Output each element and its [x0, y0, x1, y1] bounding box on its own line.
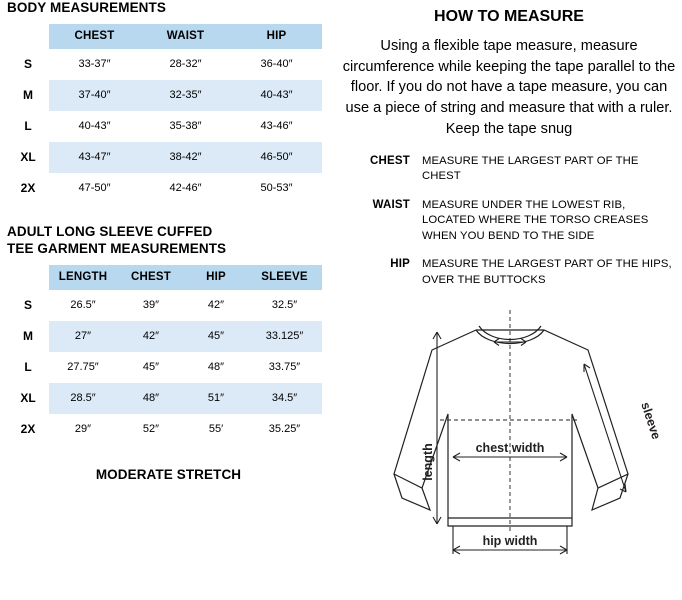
column-header-size [7, 24, 49, 49]
row-label-size: S [7, 49, 49, 80]
section-divider [0, 204, 330, 224]
cell-chest: 45″ [117, 352, 185, 383]
cell-hip: 55′ [185, 414, 247, 445]
cell-sleeve: 35.25″ [247, 414, 322, 445]
row-label-size: 2X [7, 414, 49, 445]
column-header-hip: HIP [231, 24, 322, 49]
cell-chest: 43-47″ [49, 142, 140, 173]
cell-chest: 39″ [117, 290, 185, 321]
row-label-size: S [7, 290, 49, 321]
cell-length: 28.5″ [49, 383, 117, 414]
column-header-sleeve: SLEEVE [247, 265, 322, 290]
definition-term: CHEST [370, 154, 410, 167]
column-header-size [7, 265, 49, 290]
row-label-size: M [7, 321, 49, 352]
table-row [7, 383, 322, 414]
definition-description: MEASURE UNDER THE LOWEST RIB, LOCATED WHERE THE TORSO CREASES WHEN YOU BEND TO THE SIDE [422, 198, 649, 242]
column-header-chest: CHEST [49, 24, 140, 49]
how-to-measure-title: HOW TO MEASURE [434, 8, 584, 25]
cell-waist: 35-38″ [140, 111, 231, 142]
column-header-chest: CHEST [117, 265, 185, 290]
cell-hip: 40-43″ [231, 80, 322, 111]
cell-waist: 38-42″ [140, 142, 231, 173]
definition-waist [338, 198, 678, 245]
table-row [7, 80, 322, 111]
column-header-hip: HIP [185, 265, 247, 290]
how-to-measure-intro: Using a flexible tape measure, measure circumference while keeping the tape parallel to the floor. If you do not have a tape measure, you can use a piece of string and measure that with a ruler. Keep the tape snug [342, 38, 676, 137]
cell-length: 27″ [49, 321, 117, 352]
cell-hip: 51″ [185, 383, 247, 414]
cell-waist: 42-46″ [140, 173, 231, 204]
sleeve-label: sleeve [638, 400, 664, 441]
chest-width-label: chest width [475, 440, 545, 455]
cell-length: 29″ [49, 414, 117, 445]
cell-hip: 50-53″ [231, 173, 322, 204]
cell-hip: 43-46″ [231, 111, 322, 142]
cell-hip: 36-40″ [231, 49, 322, 80]
definition-term: HIP [390, 258, 410, 271]
definition-hip [338, 257, 678, 288]
table-row [7, 49, 322, 80]
body-measurements-table [7, 24, 322, 204]
cell-sleeve: 33.75″ [247, 352, 322, 383]
garment-diagram [336, 302, 682, 572]
table-header-row [7, 265, 322, 290]
definition-description: MEASURE THE LARGEST PART OF THE CHEST [422, 154, 639, 183]
sleeve-dimension [584, 364, 663, 492]
cell-waist: 32-35″ [140, 80, 231, 111]
table-row [7, 352, 322, 383]
row-label-size: XL [7, 383, 49, 414]
table-header-row [7, 24, 322, 49]
row-label-size: XL [7, 142, 49, 173]
row-label-size: M [7, 80, 49, 111]
cell-chest: 37-40″ [49, 80, 140, 111]
left-column [0, 0, 330, 600]
cell-chest: 42″ [117, 321, 185, 352]
right-column [336, 0, 682, 600]
cell-sleeve: 33.125″ [247, 321, 322, 352]
cell-chest: 33-37″ [49, 49, 140, 80]
cell-chest: 52″ [117, 414, 185, 445]
cell-length: 27.75″ [49, 352, 117, 383]
definition-description: MEASURE THE LARGEST PART OF THE HIPS, OVER THE BUTTOCKS [422, 258, 672, 287]
cell-sleeve: 32.5″ [247, 290, 322, 321]
cell-sleeve: 34.5″ [247, 383, 322, 414]
row-label-size: L [7, 111, 49, 142]
cell-chest: 48″ [117, 383, 185, 414]
stretch-note: MODERATE STRETCH [95, 466, 242, 482]
cell-waist: 28-32″ [140, 49, 231, 80]
table-row [7, 290, 322, 321]
cell-hip: 48″ [185, 352, 247, 383]
garment-measurements-title: ADULT LONG SLEEVE CUFFED TEE GARMENT MEASUREMENTS [7, 223, 227, 256]
table-row [7, 321, 322, 352]
hip-width-label: hip width [482, 533, 538, 548]
table-row [7, 414, 322, 445]
cell-chest: 40-43″ [49, 111, 140, 142]
table-row [7, 173, 322, 204]
garment-measurements-table [7, 265, 322, 445]
table-row [7, 111, 322, 142]
column-header-waist: WAIST [140, 24, 231, 49]
row-label-size: L [7, 352, 49, 383]
cell-hip: 46-50″ [231, 142, 322, 173]
definition-term: WAIST [372, 198, 410, 211]
cell-length: 26.5″ [49, 290, 117, 321]
table-row [7, 142, 322, 173]
shirt-outline-icon [394, 326, 628, 526]
row-label-size: 2X [7, 173, 49, 204]
column-header-length: LENGTH [49, 265, 117, 290]
cell-hip: 42″ [185, 290, 247, 321]
cell-hip: 45″ [185, 321, 247, 352]
cell-chest: 47-50″ [49, 173, 140, 204]
body-measurements-title: BODY MEASUREMENTS [7, 0, 166, 15]
length-label: length [421, 442, 435, 481]
definition-chest [338, 154, 678, 185]
